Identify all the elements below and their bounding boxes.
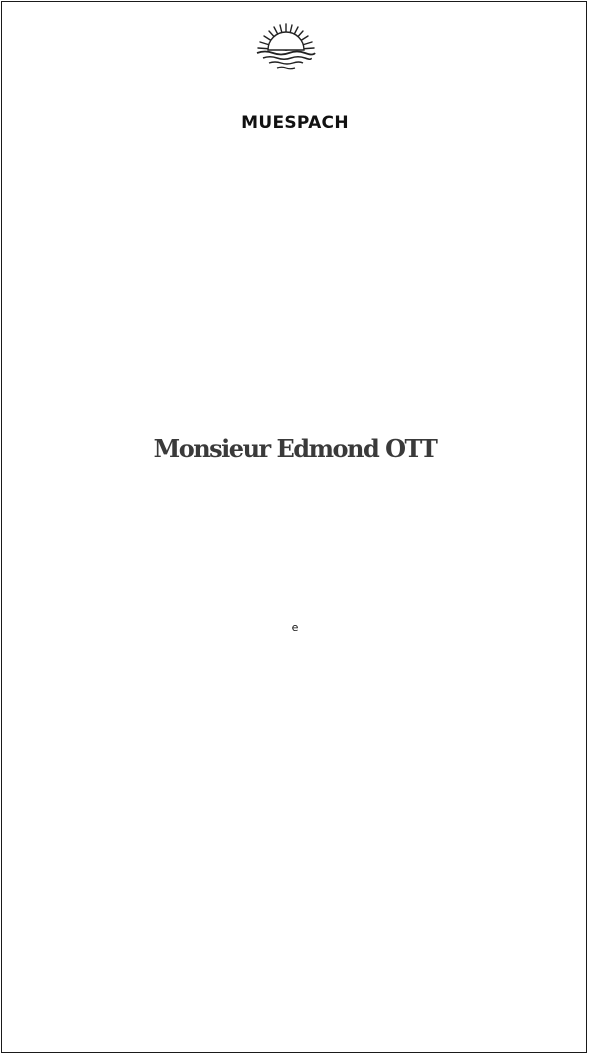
intro-line bbox=[0, 366, 590, 393]
ceremony-line bbox=[0, 710, 590, 740]
thanks-line bbox=[0, 824, 590, 854]
thanks-line bbox=[0, 946, 590, 976]
death-line bbox=[0, 621, 590, 655]
sunrise-emblem-icon bbox=[255, 20, 317, 72]
ordinal-suffix: e bbox=[291, 621, 299, 634]
deceased-name: Monsieur Edmond OTT bbox=[153, 434, 437, 463]
intro-line bbox=[0, 339, 590, 366]
thanks-line bbox=[0, 885, 590, 915]
thanks-line bbox=[0, 855, 590, 885]
title-line bbox=[0, 480, 590, 506]
thanks-line bbox=[0, 794, 590, 824]
deceased-titles bbox=[0, 480, 590, 558]
thanks-line bbox=[0, 916, 590, 946]
family-members bbox=[0, 161, 590, 320]
title-line bbox=[0, 506, 590, 532]
title-line bbox=[0, 532, 590, 558]
death-details bbox=[0, 595, 590, 655]
thanks-message bbox=[0, 794, 590, 1037]
ceremony-line bbox=[0, 680, 590, 710]
announcement-intro bbox=[0, 339, 590, 393]
family-line bbox=[0, 193, 590, 225]
family-line bbox=[0, 161, 590, 193]
thanks-line bbox=[0, 976, 590, 1006]
family-line bbox=[0, 288, 590, 320]
town-heading: MUESPACH bbox=[241, 113, 349, 133]
family-line bbox=[0, 224, 590, 256]
ceremony-details bbox=[0, 680, 590, 770]
thanks-line bbox=[0, 1007, 590, 1037]
family-line bbox=[0, 256, 590, 288]
ceremony-line bbox=[0, 740, 590, 770]
